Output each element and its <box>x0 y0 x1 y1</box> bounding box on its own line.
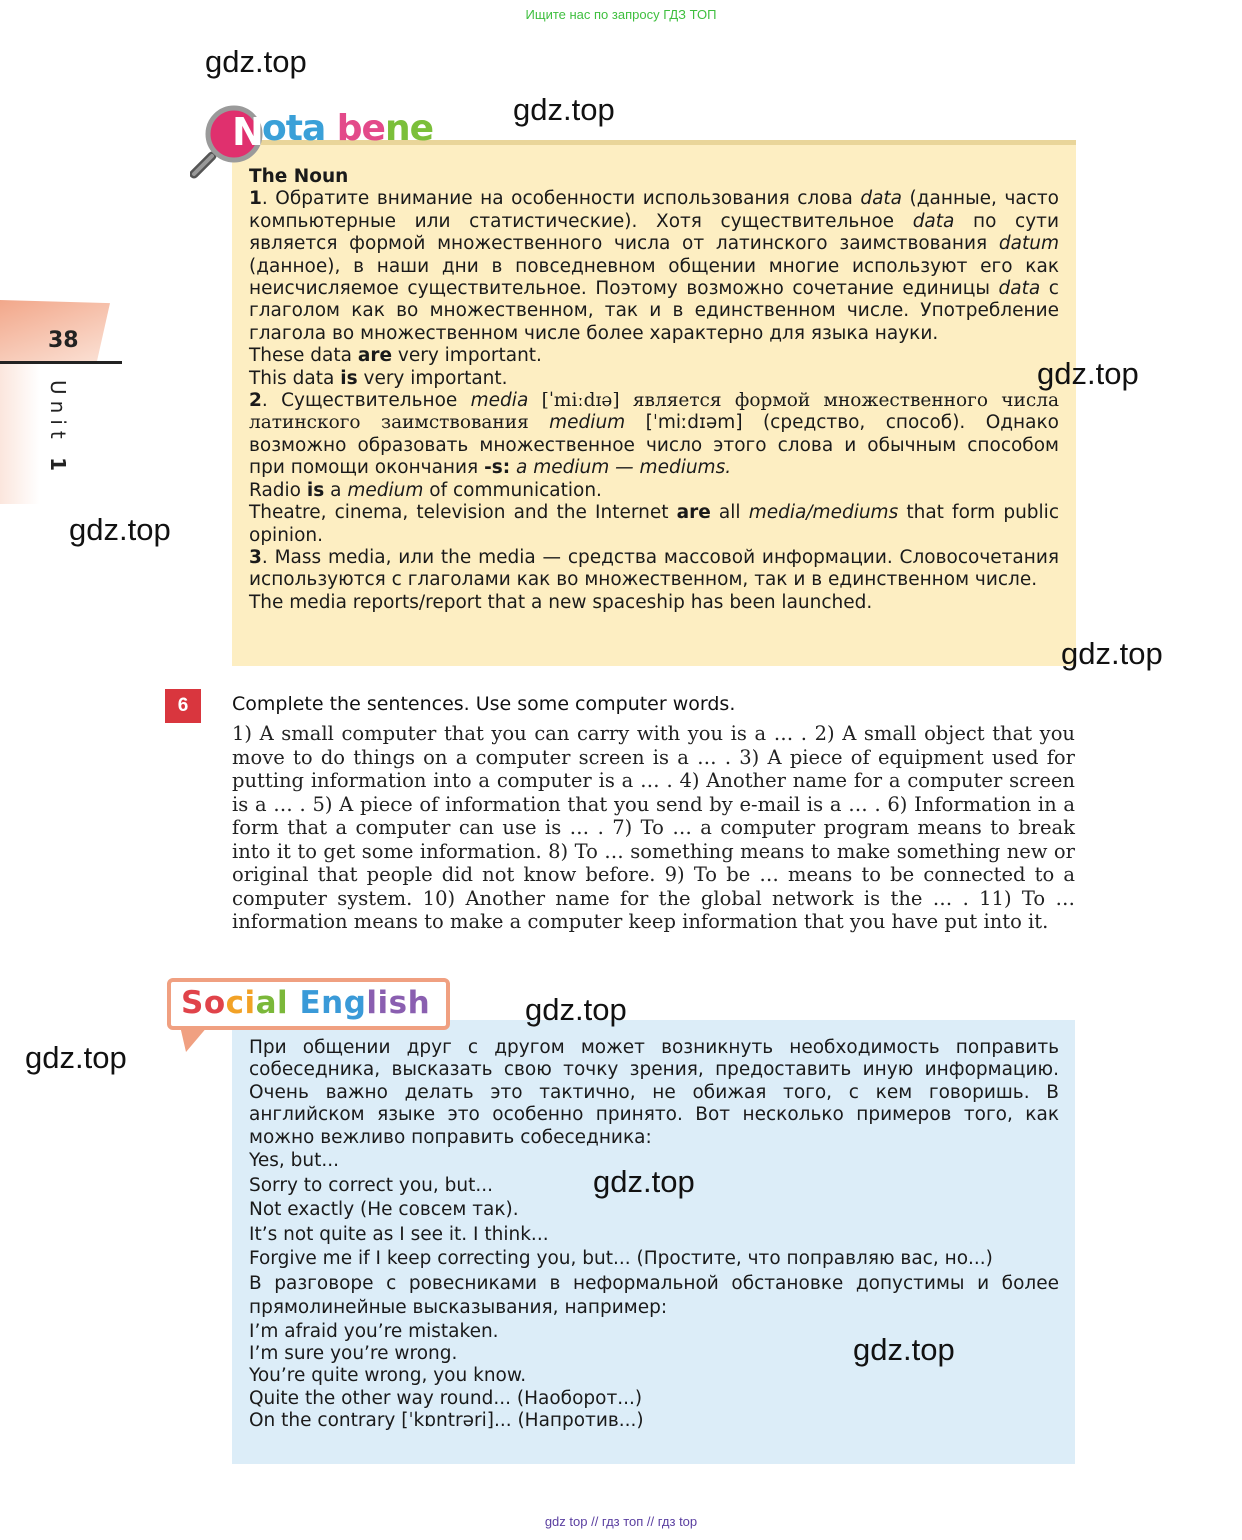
phrase: Forgive me if I keep correcting you, but... (Простите, что поправляю вас, но...) <box>249 1248 993 1270</box>
title-part: lish <box>366 985 431 1021</box>
watermark: gdz.top <box>1061 636 1163 671</box>
nota-bene-word-part: ota <box>262 108 326 149</box>
keyword: media/mediums <box>748 502 899 524</box>
watermark: gdz.top <box>25 1040 127 1075</box>
phrase: Yes, but... <box>249 1150 339 1172</box>
text-run: (данное), в наши дни в повседневном общении многие используют его как неисчисляемое существительное. Поэтому возможно сочетание единицы <box>249 255 1059 300</box>
title-part: al <box>255 985 300 1021</box>
watermark: gdz.top <box>1037 356 1139 391</box>
keyword: medium <box>549 412 626 434</box>
text-run: по сути является формой множественного числа от латинского заимствования <box>249 210 1059 255</box>
example-sentence <box>249 368 1059 390</box>
keyword: data <box>860 188 902 210</box>
nota-bene-logo <box>232 108 433 154</box>
nota-bene-word-part: be <box>325 108 385 149</box>
footer-links: gdz top // гдз топ // гдз top <box>544 1514 698 1529</box>
example-sentence <box>249 502 1059 547</box>
verb: are <box>357 345 393 367</box>
text-run: that form public opinion. <box>249 502 1059 546</box>
point-number: 1 <box>249 188 262 210</box>
social-english-informal-note: В разговоре с ровесниками в неформальной обстановке допустимы и более прямолинейные высказывания, например: <box>249 1272 1059 1319</box>
unit-number: 1 <box>46 457 70 477</box>
text-run: a <box>324 479 348 501</box>
text-run: This data <box>249 367 341 389</box>
unit-label <box>46 380 70 477</box>
text-run: (данные, часто компьютерные или статистические). Хотя существительное <box>249 188 1059 232</box>
phrase: It’s not quite as I see it. I think... <box>249 1223 549 1245</box>
title-part: So <box>181 985 226 1021</box>
nota-bene-point-3 <box>249 547 1059 592</box>
keyword: data <box>998 278 1041 300</box>
page-number-rule <box>0 361 122 364</box>
top-banner: Ищите нас по запросу ГДЗ ТОП <box>525 7 717 22</box>
verb: is <box>306 479 325 501</box>
phrase: You’re quite wrong, you know. <box>249 1365 527 1387</box>
exercise-text: 1) A small computer that you can carry with you is a … . 2) A small object that you move to do things on a computer screen is a … . 3) A piece of equipment used for putting information into a computer is a … . 4) Another name for a computer screen is a … . 5) A piece of information that you send by e-mail is a … . 6) Information in a form that a computer can use is … . 7) To … a computer program means to break into it to get some information. 8) To … something means to make something new or original that people did not know before. 9) To be … means to be connected to a computer system. 10) Another name for the global network is the … . 11) To … information means to make a computer keep information that you have put into it. <box>232 722 1075 933</box>
watermark: gdz.top <box>205 44 307 79</box>
suffix: -s: <box>484 457 511 479</box>
phrase: Not exactly (Не совсем так). <box>249 1199 519 1221</box>
nota-bene-heading: The Noun <box>249 166 349 187</box>
keyword: data <box>912 210 955 232</box>
watermark: gdz.top <box>853 1332 955 1367</box>
nota-bene-text <box>249 166 1059 614</box>
phrase: On the contrary [ˈkɒntrəri]... (Напротив...) <box>249 1410 644 1432</box>
nota-bene-point-1 <box>249 188 1059 345</box>
text-run: These data <box>249 345 358 367</box>
keyword: medium <box>347 479 424 501</box>
example-sentence <box>249 480 1059 502</box>
nota-bene-word-part: ne <box>384 108 433 149</box>
watermark: gdz.top <box>69 512 171 547</box>
example-sentence: The media reports/report that a new spaceship has been launched. <box>249 591 873 613</box>
example-sentence <box>249 345 1059 367</box>
text-run: Radio <box>249 479 307 501</box>
verb: is <box>340 367 358 389</box>
phrase: I’m sure you’re wrong. <box>249 1342 458 1364</box>
text-run: all <box>710 502 749 524</box>
exercise-number: 6 <box>165 689 201 723</box>
social-english-title <box>181 985 430 1021</box>
page-number: 38 <box>48 328 79 353</box>
nota-bene-point-2 <box>249 390 1059 480</box>
title-part: Eng <box>299 985 367 1021</box>
phrase: Sorry to correct you, but... <box>249 1174 494 1196</box>
phrase: Quite the other way round... (Наоборот...) <box>249 1387 643 1409</box>
title-part: ci <box>225 985 256 1021</box>
text-run: . Обратите внимание на особенности использования слова <box>261 188 861 210</box>
transcription: [ˈmiːdɪəm] (средство, способ). Однако возможно образовать множественное число этого слова и обычным способом при помощи окончания <box>249 412 1059 479</box>
text-run: с глаголом как во множественном, так и в единственном числе. Употребление глагола во множественном числе более характерно для языка науки. <box>249 278 1059 344</box>
text-run: very important. <box>357 367 508 389</box>
keyword: datum <box>998 233 1059 255</box>
point-number: 2 <box>249 390 262 412</box>
side-decoration <box>0 364 40 504</box>
exercise-instruction: Complete the sentences. Use some computer words. <box>232 693 736 715</box>
text-run: . Существительное <box>261 390 471 412</box>
unit-word: Unit <box>46 380 70 445</box>
text-run: very important. <box>392 345 542 367</box>
social-english-intro: При общении друг с другом может возникнуть необходимость поправить собеседника, высказать свою точку зрения, предоставить иную информацию. Очень важно делать это тактично, не обижая того, с кем говоришь. В английском языке это особенно принято. Вот несколько примеров того, как можно вежливо поправить собеседника: <box>249 1037 1059 1148</box>
watermark: gdz.top <box>525 992 627 1027</box>
transcription: [ˈmiːdɪə] является формой множественного числа латинского заимствования <box>249 390 1060 434</box>
watermark: gdz.top <box>513 92 615 127</box>
keyword: a medium — mediums. <box>510 457 732 479</box>
point-number: 3 <box>249 546 262 568</box>
phrase: I’m afraid you’re mistaken. <box>249 1320 499 1342</box>
keyword: media <box>470 390 529 412</box>
nota-bene-letter-n: N <box>232 110 263 154</box>
watermark: gdz.top <box>593 1164 695 1199</box>
social-english-text <box>249 1037 1059 1433</box>
text-run: . Mass media, или the media — средства массовой информации. Словосочетания используются с глаголами как во множественном, так и в единственном числе. <box>249 546 1059 591</box>
text-run: of communication. <box>423 479 602 501</box>
text-run: Theatre, cinema, television and the Internet <box>249 502 677 524</box>
verb: are <box>676 502 711 524</box>
